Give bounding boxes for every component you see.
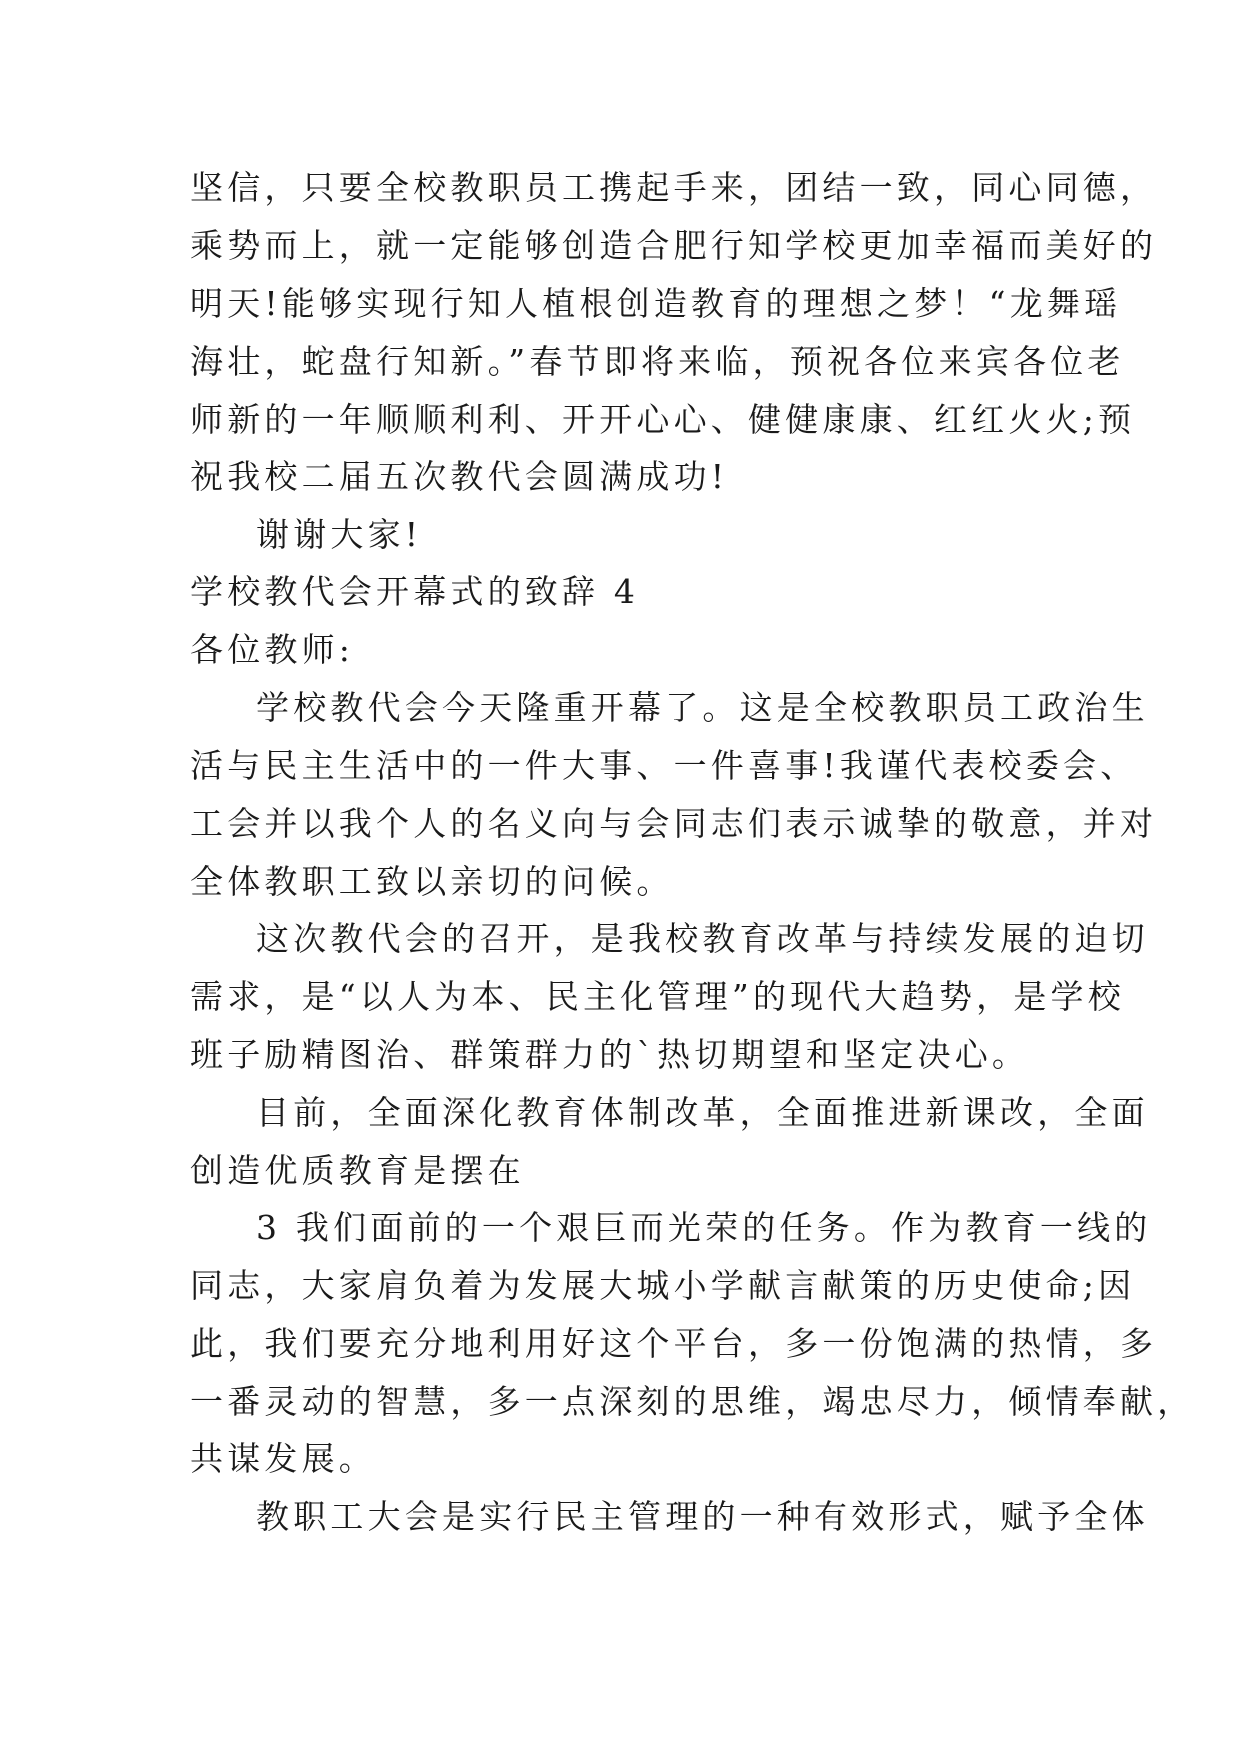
section-title: 学校教代会开幕式的致辞 4 (190, 572, 640, 611)
body-text-line: 明天!能够实现行知人植根创造教育的理想之梦！“龙舞瑶 (190, 284, 1122, 323)
salutation: 各位教师: (190, 630, 355, 669)
body-text-line: 师新的一年顺顺利利、开开心心、健健康康、红红火火;预 (190, 400, 1136, 439)
body-text-line: 祝我校二届五次教代会圆满成功! (190, 457, 729, 496)
body-text-line: 坚信，只要全校教职员工携起手来，团结一致，同心同德， (190, 168, 1158, 207)
body-text-line: 全体教职工致以亲切的问候。 (190, 862, 674, 901)
body-text-line: 目前，全面深化教育体制改革，全面推进新课改，全面 (256, 1093, 1149, 1132)
closing-thanks: 谢谢大家! (256, 515, 423, 554)
body-text-line: 乘势而上，就一定能够创造合肥行知学校更加幸福而美好的 (190, 226, 1158, 265)
body-text-line: 需求，是“以人为本、民主化管理”的现代大趋势，是学校 (190, 977, 1125, 1016)
body-text-line: 活与民主生活中的一件大事、一件喜事!我谨代表校委会、 (190, 746, 1138, 785)
body-text-line: 共谋发展。 (190, 1439, 376, 1478)
body-text-line: 海壮，蛇盘行知新。”春节即将来临，预祝各位来宾各位老 (190, 342, 1125, 381)
body-text-line: 教职工大会是实行民主管理的一种有效形式，赋予全体 (256, 1497, 1149, 1536)
body-text-line: 学校教代会今天隆重开幕了。这是全校教职员工政治生 (256, 688, 1149, 727)
body-text-line: 3 我们面前的一个艰巨而光荣的任务。作为教育一线的 (256, 1208, 1152, 1247)
body-text-line: 这次教代会的召开，是我校教育改革与持续发展的迫切 (256, 919, 1149, 958)
body-text-line: 班子励精图治、群策群力的`热切期望和坚定决心。 (190, 1035, 1030, 1074)
body-text-line: 一番灵动的智慧，多一点深刻的思维，竭忠尽力，倾情奉献， (190, 1382, 1195, 1421)
body-text-line: 创造优质教育是摆在 (190, 1151, 525, 1190)
body-text-line: 工会并以我个人的名义向与会同志们表示诚挚的敬意，并对 (190, 804, 1158, 843)
body-text-line: 同志，大家肩负着为发展大城小学献言献策的历史使命;因 (190, 1266, 1136, 1305)
body-text-line: 此，我们要充分地利用好这个平台，多一份饱满的热情，多 (190, 1324, 1158, 1363)
